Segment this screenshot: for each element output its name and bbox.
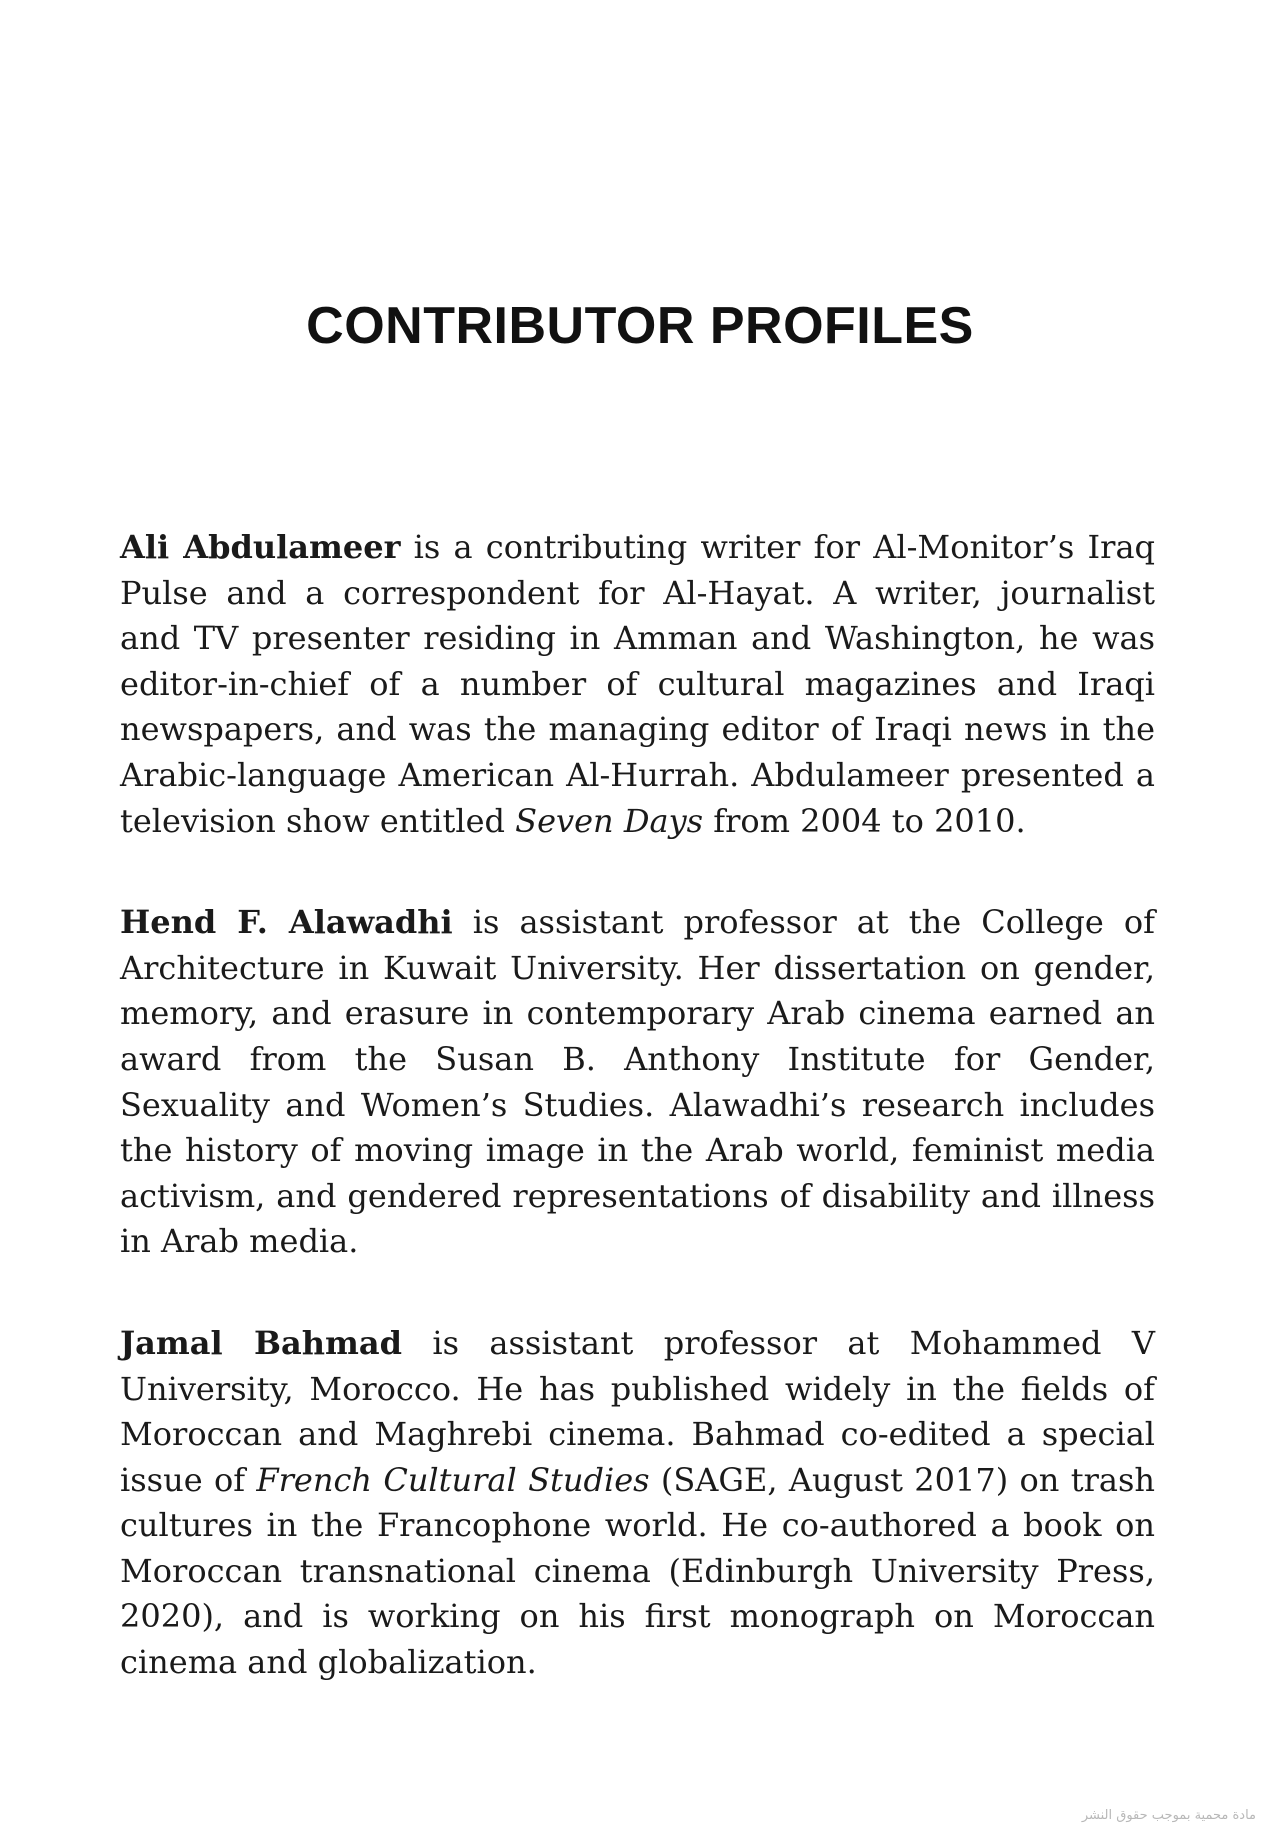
contributor-name: Jamal Bahmad: [120, 1323, 402, 1362]
contributor-name: Hend F. Alawadhi: [120, 903, 453, 942]
profile-text: is assistant professor at Mohammed V University, Morocco. He has published widely in the fields of Moroccan and Maghrebi cinema. Bahmad co-edited a special issue of: [120, 1323, 1156, 1499]
profile-text: from 2004 to 2010.: [703, 801, 1026, 840]
profile-text: is assistant professor at the College of Architecture in Kuwait University. Her dissertation on gender, memory, and erasure in contemporary Arab cinema earned an award from the Susan B. Anthony Institute for Gender, Sexuality and Women’s Studies. Alawadhi’s research includes the history of moving image in the Arab world, feminist media activism, and gendered representations of disability and illness in Arab media.: [120, 903, 1156, 1261]
profile-text: (SAGE, August 2017) on trash cultures in the Francophone world. He co-authored a book on Moroccan transnational cinema (Edinburgh University Press, 2020), and is working on his first monograph on Moroccan cinema and globalization.: [120, 1460, 1156, 1682]
profile-hend-alawadhi: [120, 900, 1155, 1265]
profile-ali-abdulameer: [120, 525, 1155, 844]
profile-jamal-bahmad: [120, 1321, 1155, 1686]
profile-text: is a contributing writer for Al-Monitor’s Iraq Pulse and a correspondent for Al-Hayat. A writer, journalist and TV presenter residing in Amman and Washington, he was editor-in-chief of a number of cultural magazines and Iraqi newspapers, and was the managing editor of Iraqi news in the Arabic-language American Al-Hurrah. Abdulameer presented a television show entitled: [120, 528, 1156, 840]
contributor-profiles: [120, 525, 1155, 1742]
page-title: CONTRIBUTOR PROFILES: [306, 297, 974, 355]
contributor-name: Ali Abdulameer: [120, 528, 401, 566]
copyright-watermark: مادة محمية بموجب حقوق النشر: [1081, 1808, 1256, 1823]
journal-title: French Cultural Studies: [256, 1460, 650, 1499]
show-title: Seven Days: [515, 801, 704, 840]
